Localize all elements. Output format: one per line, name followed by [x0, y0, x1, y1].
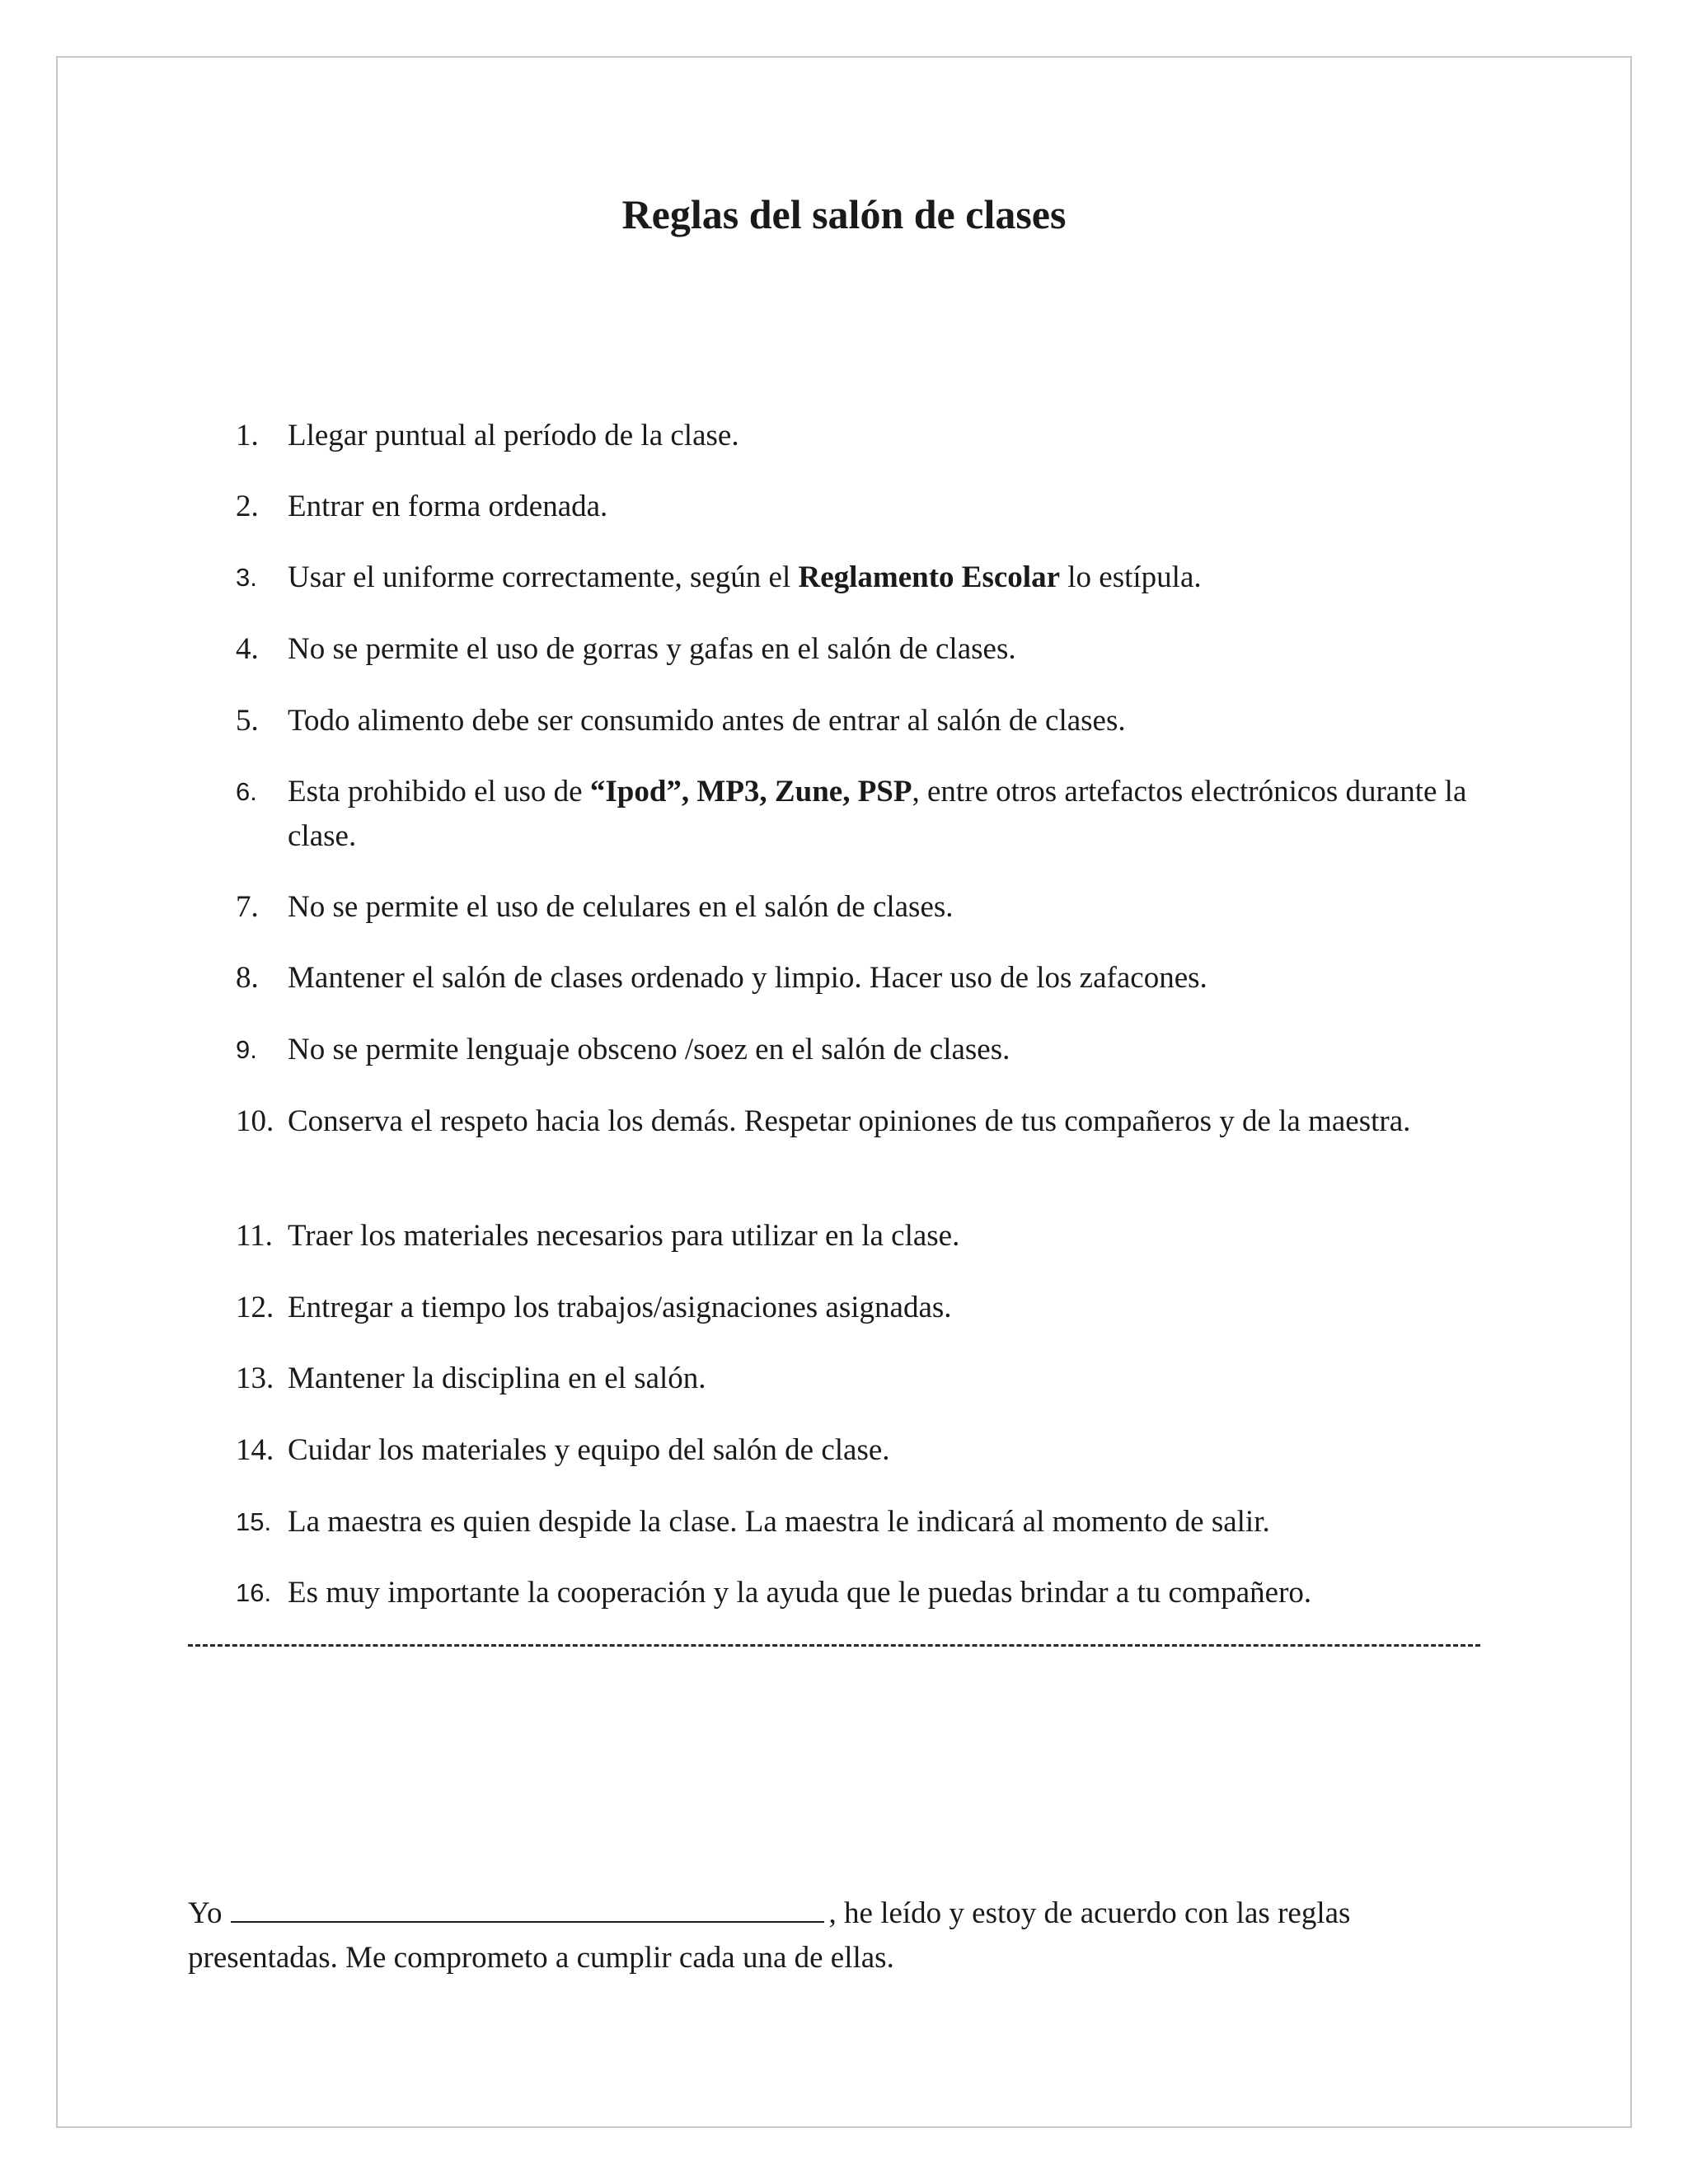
rule-number: 10. — [236, 1104, 274, 1138]
rule-text-run: No se permite el uso de gorras y gafas en el salón de clases. — [288, 632, 1016, 666]
name-blank-line[interactable] — [231, 1893, 824, 1923]
rule-text-run: Mantener el salón de clases ordenado y limpio. Hacer uso de los zafacones. — [288, 961, 1207, 995]
rule-item-8 — [236, 956, 1472, 1001]
rule-text-run: Es muy importante la cooperación y la ayuda que le puedas brindar a tu compañero. — [288, 1576, 1312, 1610]
rule-text-run: Entregar a tiempo los trabajos/asignaciones asignadas. — [288, 1291, 952, 1324]
rule-text-run: La maestra es quien despide la clase. La maestra le indicará al momento de salir. — [288, 1505, 1270, 1539]
rule-text — [288, 885, 1472, 930]
rule-text — [288, 699, 1472, 743]
rule-text — [288, 1571, 1472, 1615]
rule-number: 2. — [236, 490, 259, 523]
rule-item-2 — [236, 485, 1472, 529]
rule-text-bold: Reglamento Escolar — [798, 560, 1061, 594]
rule-item-16 — [236, 1571, 1472, 1615]
rule-text — [288, 1028, 1472, 1072]
rule-item-9 — [236, 1028, 1472, 1072]
rule-text-run: Usar el uniforme correctamente, según el — [288, 560, 799, 594]
rule-text-run: Entrar en forma ordenada. — [288, 490, 608, 523]
rule-text — [288, 414, 1472, 458]
rule-text-run: , entre otros artefactos electrónicos durante la clase. — [288, 775, 1467, 853]
rule-number: 15. — [236, 1507, 272, 1536]
rule-text — [288, 555, 1472, 600]
rule-text-run: Llegar puntual al período de la clase. — [288, 419, 739, 452]
rule-item-6 — [236, 770, 1472, 859]
rule-item-7 — [236, 885, 1472, 930]
rule-item-5 — [236, 699, 1472, 743]
rule-text-bold: “Ipod”, MP3, Zune, PSP — [589, 775, 912, 808]
rule-text — [288, 1357, 1472, 1401]
rule-number: 3. — [236, 563, 257, 592]
rule-number: 13. — [236, 1361, 274, 1395]
rule-number: 8. — [236, 961, 259, 995]
rule-text-run: No se permite lenguaje obsceno /soez en el salón de clases. — [288, 1033, 1010, 1066]
rule-item-12 — [236, 1286, 1472, 1330]
rule-text — [288, 627, 1472, 672]
agreement-suffix: , he leído y estoy de acuerdo con las reglas presentadas. Me comprometo a cumplir cada una de ellas. — [188, 1896, 1351, 1975]
rule-text-run: Mantener la disciplina en el salón. — [288, 1361, 706, 1395]
rule-item-14 — [236, 1428, 1472, 1473]
rule-number: 11. — [236, 1219, 273, 1253]
rule-number: 16. — [236, 1578, 272, 1607]
rule-text — [288, 485, 1472, 529]
agreement-statement — [188, 1891, 1474, 1980]
rule-number: 14. — [236, 1433, 274, 1467]
rule-number: 4. — [236, 632, 259, 666]
rule-number: 12. — [236, 1291, 274, 1324]
rule-item-10 — [236, 1099, 1472, 1144]
rule-item-3 — [236, 555, 1472, 600]
rule-text-run: Conserva el respeto hacia los demás. Respetar opiniones de tus compañeros y de la maestra. — [288, 1104, 1411, 1138]
rule-text-run: Traer los materiales necesarios para utilizar en la clase. — [288, 1219, 960, 1253]
rule-item-4 — [236, 627, 1472, 672]
rule-text — [288, 1099, 1472, 1144]
rule-text — [288, 1286, 1472, 1330]
rule-item-15 — [236, 1500, 1472, 1544]
rule-text-run: Esta prohibido el uso de — [288, 775, 590, 808]
rule-item-1 — [236, 414, 1472, 458]
rule-text — [288, 1500, 1472, 1544]
rule-text — [288, 1428, 1472, 1473]
rule-text-run: No se permite el uso de celulares en el salón de clases. — [288, 890, 954, 924]
rule-item-11 — [236, 1214, 1472, 1258]
rule-text — [288, 770, 1472, 859]
rule-text — [288, 1214, 1472, 1258]
rule-text-run: lo estípula. — [1060, 560, 1202, 594]
rule-text-run: Todo alimento debe ser consumido antes de entrar al salón de clases. — [288, 704, 1126, 738]
rule-text — [288, 956, 1472, 1001]
dashed-separator — [188, 1644, 1480, 1647]
rule-number: 1. — [236, 419, 259, 452]
rule-number: 7. — [236, 890, 259, 924]
agreement-prefix: Yo — [188, 1896, 223, 1930]
rule-text-run: Cuidar los materiales y equipo del salón de clase. — [288, 1433, 890, 1467]
document-title: Reglas del salón de clases — [621, 191, 1067, 237]
rule-number: 6. — [236, 777, 257, 806]
rule-number: 9. — [236, 1035, 257, 1064]
rule-item-13 — [236, 1357, 1472, 1401]
rule-number: 5. — [236, 704, 259, 738]
